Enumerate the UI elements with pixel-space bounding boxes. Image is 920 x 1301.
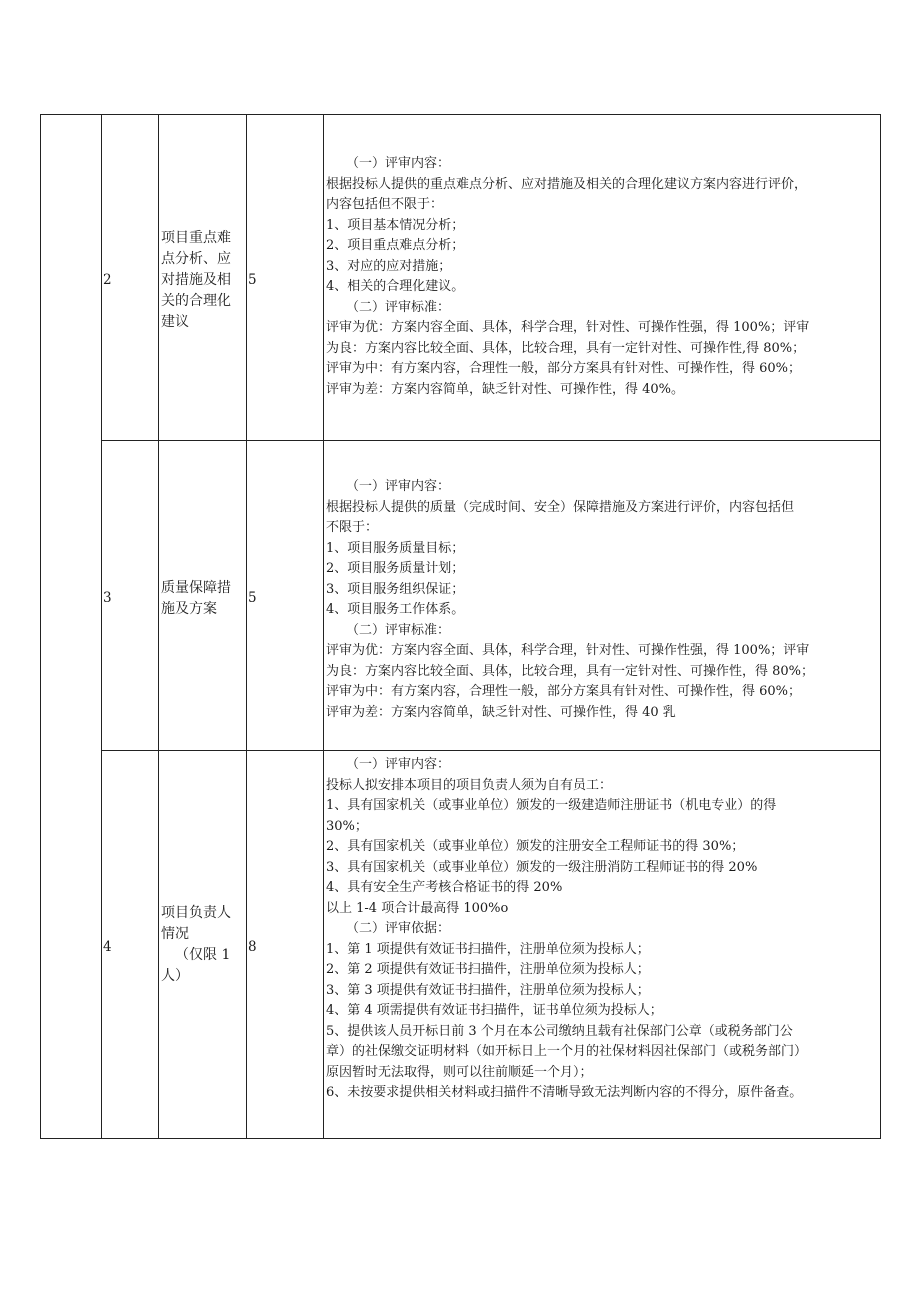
item-name-line: 点分析、应 — [161, 251, 231, 267]
row-divider — [101, 440, 880, 441]
item-name-line: 施及方案 — [161, 601, 217, 617]
column-divider — [158, 115, 159, 1138]
content-line: 30%； — [326, 818, 368, 834]
content-line: 2、第 2 项提供有效证书扫描件，注册单位须为投标人； — [326, 962, 650, 977]
item-name — [161, 903, 245, 987]
content-line: 4、具有安全生产考核合格证书的得 20% — [326, 880, 563, 895]
item-name-line: 对措施及相 — [161, 272, 231, 288]
row-number: 2 — [103, 272, 112, 288]
criteria-content — [326, 755, 881, 1104]
row-number: 4 — [103, 939, 112, 955]
item-name-line: 建议 — [161, 314, 189, 330]
content-line: 评审为差：方案内容简单，缺乏针对性、可操作性，得 40%。 — [326, 381, 685, 397]
content-line: 为良：方案内容比较全面、具体，比较合理，具有一定针对性、可操作性，得 80%； — [326, 663, 815, 679]
content-line: （一）评审内容： — [346, 156, 451, 171]
item-name — [161, 578, 245, 620]
score-value: 8 — [248, 939, 257, 955]
content-line: 评审为优：方案内容全面、具体，科学合理，针对性、可操作性强，得 100%；评审 — [326, 643, 810, 658]
content-line: 5、提供该人员开标日前 3 个月在本公司缴纳且载有社保部门公章（或税务部门公 — [326, 1023, 793, 1039]
content-line: 2、项目重点难点分析； — [326, 238, 465, 253]
item-name-line: 项目重点难 — [161, 230, 231, 246]
item-name-line: 人） — [161, 968, 189, 984]
content-line: 2、具有国家机关（或事业单位）颁发的注册安全工程师证书的得 30%； — [326, 839, 745, 854]
column-divider — [101, 115, 102, 1138]
content-line: 1、项目服务质量目标； — [326, 540, 465, 556]
column-divider — [246, 115, 247, 1138]
content-line: （二）评审依据： — [346, 921, 451, 936]
content-line: 原因暂时无法取得，则可以往前顺延一个月）； — [326, 1064, 593, 1080]
content-line: 3、对应的应对措施； — [326, 258, 452, 274]
scoring-table — [40, 114, 881, 1139]
content-line: 评审为中：有方案内容，合理性一般，部分方案具有针对性、可操作性，得 60%； — [326, 361, 802, 376]
content-line: （一）评审内容： — [346, 479, 451, 494]
content-line: 2、项目服务质量计划； — [326, 561, 465, 576]
content-line: 以上 1-4 项合计最高得 100%o — [326, 900, 509, 916]
content-line: 评审为中：有方案内容，合理性一般，部分方案具有针对性、可操作性，得 60%； — [326, 684, 802, 699]
content-line: （二）评审标准： — [346, 299, 451, 315]
content-line: 根据投标人提供的重点难点分析、应对措施及相关的合理化建议方案内容进行评价， — [326, 176, 808, 192]
content-line: 不限于： — [326, 520, 379, 535]
item-name-line: 关的合理化 — [161, 293, 231, 309]
content-line: 4、项目服务工作体系。 — [326, 602, 465, 617]
content-line: （一）评审内容： — [346, 757, 451, 772]
content-line: 评审为优：方案内容全面、具体，科学合理，针对性、可操作性强，得 100%；评审 — [326, 320, 810, 335]
content-line: 根据投标人提供的质量（完成时间、安全）保障措施及方案进行评价，内容包括但 — [326, 499, 795, 515]
content-line: （二）评审标准： — [346, 622, 451, 638]
content-line: 为良：方案内容比较全面、具体，比较合理，具有一定针对性、可操作性,得 80%； — [326, 340, 806, 356]
criteria-content — [326, 477, 881, 723]
row-number: 3 — [103, 590, 112, 606]
item-name-line: （仅限 1 — [175, 947, 231, 963]
content-line: 6、未按要求提供相关材料或扫描件不清晰导致无法判断内容的不得分，原件备查。 — [326, 1085, 803, 1100]
content-line: 内容包括但不限于： — [326, 197, 444, 212]
item-name-line: 质量保障措 — [161, 580, 231, 596]
content-line: 3、具有国家机关（或事业单位）颁发的一级注册消防工程师证书的得 20% — [326, 859, 758, 875]
content-line: 评审为差：方案内容简单，缺乏针对性、可操作性，得 40 乳 — [326, 704, 676, 720]
content-line: 1、具有国家机关（或事业单位）颁发的一级建造师注册证书（机电专业）的得 — [326, 798, 777, 813]
content-line: 3、第 3 项提供有效证书扫描件，注册单位须为投标人； — [326, 982, 650, 998]
content-line: 3、项目服务组织保证； — [326, 581, 465, 597]
item-name-line: 项目负责人 — [161, 905, 231, 921]
content-line: 章）的社保缴交证明材料（如开标日上一个月的社保材料因社保部门（或税务部门） — [326, 1044, 808, 1059]
content-line: 4、第 4 项需提供有效证书扫描件，证书单位须为投标人； — [326, 1003, 663, 1018]
content-line: 投标人拟安排本项目的项目负责人须为自有员工： — [326, 777, 613, 793]
content-line: 1、第 1 项提供有效证书扫描件，注册单位须为投标人； — [326, 941, 650, 957]
item-name-line: 情况 — [161, 926, 189, 942]
content-line: 1、项目基本情况分析； — [326, 217, 465, 233]
criteria-content — [326, 154, 881, 400]
content-line: 4、相关的合理化建议。 — [326, 279, 465, 294]
score-value: 5 — [248, 272, 257, 288]
item-name — [161, 228, 245, 333]
score-value: 5 — [248, 590, 257, 606]
column-divider — [323, 115, 324, 1138]
row-divider — [101, 750, 880, 751]
